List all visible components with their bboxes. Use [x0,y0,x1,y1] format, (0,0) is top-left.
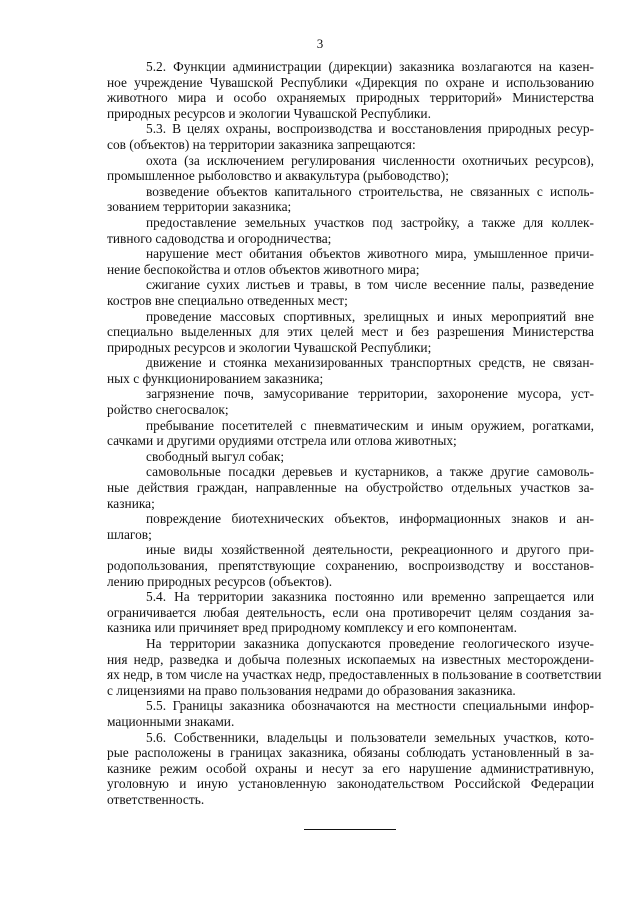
text-line: На территории заказника допускаются проведение геологического изуче- [146,635,594,651]
text-line: сов (объектов) на территории заказника запрещаются: [107,136,416,152]
text-line: предоставление земельных участков под застройку, а также для коллек- [146,214,594,230]
text-line: животного мира и особо охраняемых природных территорий» Министерства [107,90,594,106]
text-line: ограничивается любая деятельность, если она противоречит целям создания за- [107,604,594,620]
text-line: тивного садоводства и огородничества; [107,230,332,246]
text-line: 5.5. Границы заказника обозначаются на местности специальными инфор- [146,698,594,714]
text-line: 5.2. Функции администрации (дирекции) заказника возлагаются на казен- [146,59,594,74]
text-line: ных с функционированием заказника; [107,370,324,386]
text-line: промышленное рыболовство и аквакультура (рыбоводство); [107,168,449,184]
text-line: казнике режим особой охраны и несут за его нарушение административную, [107,760,594,776]
text-line: ные действия граждан, направленные на обустройство отдельных участков за- [107,480,594,496]
text-line: самовольные посадки деревьев и кустарников, а также другие самоволь- [146,464,594,480]
text-line: пребывание посетителей с пневматическим и иным оружием, рогатками, [146,417,594,433]
text-line: сачками и другими орудиями отстрела или отлова животных; [107,433,457,449]
text-line: 5.4. На территории заказника постоянно или временно запрещается или [146,589,594,605]
end-separator-line [304,829,396,830]
text-line: ное учреждение Чувашской Республики «Дирекция по охране и использованию [107,74,594,90]
text-line: природных ресурсов и экологии Чувашской Республики; [107,339,432,355]
text-line: иные виды хозяйственной деятельности, рекреационного и другого при- [146,542,594,558]
text-line: рые расположены в границах заказника, обязаны соблюдать установленный в за- [107,745,594,761]
text-line: лению природных ресурсов (объектов). [107,573,333,589]
text-line: мационными знаками. [107,713,235,729]
text-line: природных ресурсов и экологии Чувашской Республики. [107,105,431,121]
document-body [107,59,602,808]
text-line: специально выделенных для этих целей мест и без разрешения Министерства [107,324,594,340]
text-line: ях недр, в том числе на участках недр, предоставленных в пользование в соответствии [107,667,602,683]
text-line: нарушение мест обитания объектов животного мира, умышленное причи- [146,246,594,262]
text-line: костров вне специально отведенных мест; [107,292,348,308]
text-line: движение и стоянка механизированных транспортных средств, не связан- [146,355,594,371]
text-line: казника или причиняет вред природному комплексу и его компонентам. [107,620,517,636]
text-line: ния недр, разведка и добыча полезных ископаемых на известных месторождени- [107,651,594,667]
text-line: ройство снегосвалок; [107,402,229,418]
text-line: зованием территории заказника; [107,199,292,215]
text-line: нение беспокойства и отлов объектов животного мира; [107,261,420,277]
text-line: казника; [107,495,155,511]
text-line: сжигание сухих листьев и травы, в том числе весенние палы, разведение [146,277,594,293]
page-number: 3 [316,36,324,51]
text-line: уголовную и иную установленную законодательством Российской Федерации [107,776,594,792]
text-line: повреждение биотехнических объектов, информационных знаков и ан- [146,511,594,527]
text-line: загрязнение почв, замусоривание территории, захоронение мусора, уст- [146,386,594,402]
text-line: проведение массовых спортивных, зрелищных и иных мероприятий вне [146,308,594,324]
text-line: охота (за исключением регулирования численности охотничьих ресурсов), [146,152,594,168]
text-line: ответственность. [107,791,205,807]
text-line: родопользования, препятствующие сохранению, воспроизводству и восстанов- [107,558,594,573]
text-line: шлагов; [107,526,152,542]
text-line: свободный выгул собак; [146,448,285,464]
text-line: с лицензиями на право пользования недрами до образования заказника. [107,682,516,698]
text-line: возведение объектов капитального строительства, не связанных с исполь- [146,183,594,199]
text-line: 5.3. В целях охраны, воспроизводства и восстановления природных ресур- [146,121,594,137]
text-line: 5.6. Собственники, владельцы и пользователи земельных участков, кото- [146,729,594,745]
